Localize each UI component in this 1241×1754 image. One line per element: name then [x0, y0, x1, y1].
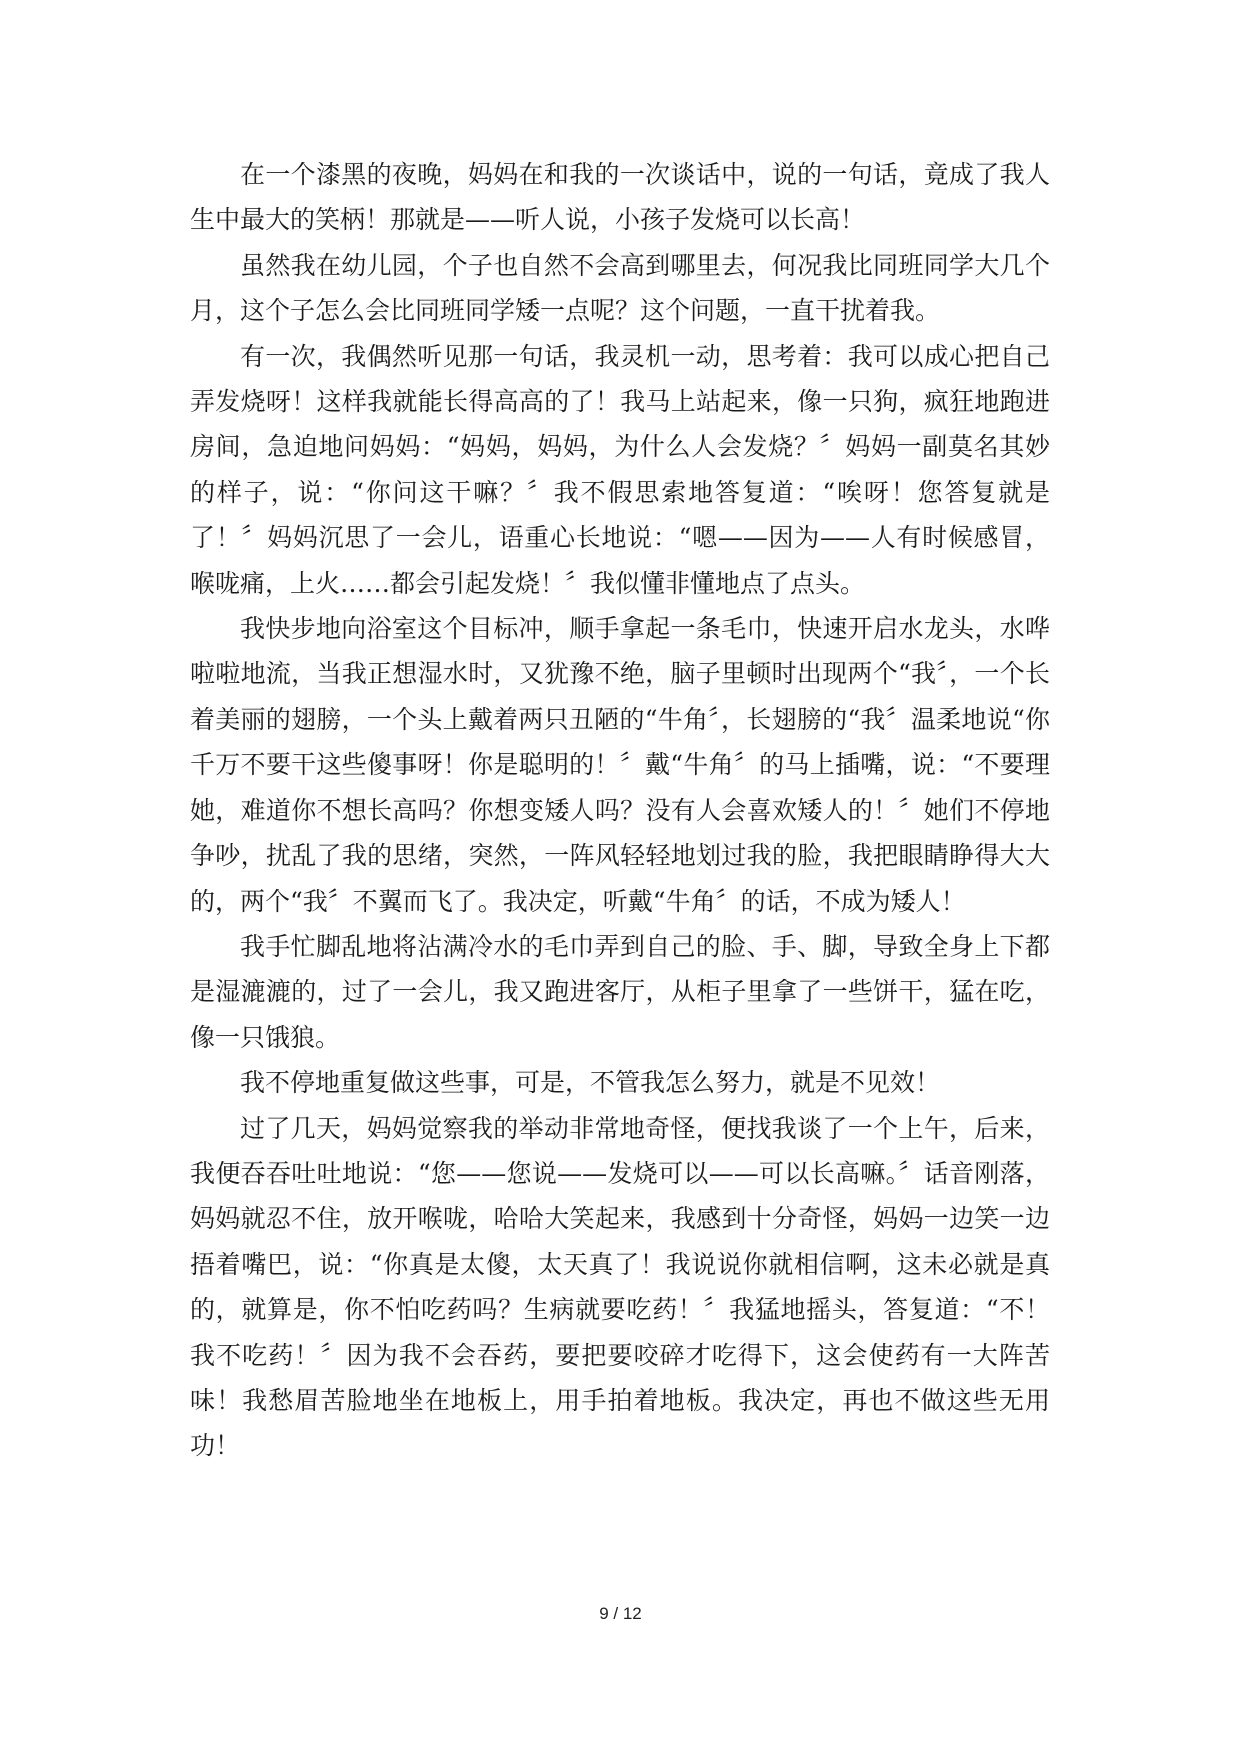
document-body: [190, 152, 1050, 1469]
paragraph: 我快步地向浴室这个目标冲，顺手拿起一条毛巾，快速开启水龙头，水哗啦啦地流，当我正想湿水时，又犹豫不绝，脑子里顿时出现两个“我〞，一个长着美丽的翅膀，一个头上戴着两只丑陋的“牛角〞，长翅膀的“我〞温柔地说“你千万不要干这些傻事呀！你是聪明的！〞戴“牛角〞的马上插嘴，说：“不要理她，难道你不想长高吗？你想变矮人吗？没有人会喜欢矮人的！〞她们不停地争吵，扰乱了我的思绪，突然，一阵风轻轻地划过我的脸，我把眼睛睁得大大的，两个“我〞不翼而飞了。我决定，听戴“牛角〞的话，不成为矮人！: [190, 614, 1050, 916]
page-number: 9 / 12: [599, 1604, 642, 1623]
paragraph: 虽然我在幼儿园，个子也自然不会高到哪里去，何况我比同班同学大几个月，这个子怎么会比同班同学矮一点呢？这个问题，一直干扰着我。: [190, 250, 1050, 326]
paragraph: 过了几天，妈妈觉察我的举动非常地奇怪，便找我谈了一个上午，后来，我便吞吞吐吐地说：“您——您说——发烧可以——可以长高嘛。〞话音刚落，妈妈就忍不住，放开喉咙，哈哈大笑起来，我感到十分奇怪，妈妈一边笑一边捂着嘴巴，说：“你真是太傻，太天真了！我说说你就相信啊，这未必就是真的，就算是，你不怕吃药吗？生病就要吃药！〞我猛地摇头，答复道：“不！我不吃药！〞因为我不会吞药，要把要咬碎才吃得下，这会使药有一大阵苦味！我愁眉苦脸地坐在地板上，用手拍着地板。我决定，再也不做这些无用功！: [190, 1113, 1050, 1461]
paragraph: 我手忙脚乱地将沾满冷水的毛巾弄到自己的脸、手、脚，导致全身上下都是湿漉漉的，过了一会儿，我又跑进客厅，从柜子里拿了一些饼干，猛在吃，像一只饿狼。: [190, 931, 1050, 1052]
paragraph: 在一个漆黑的夜晚，妈妈在和我的一次谈话中，说的一句话，竟成了我人生中最大的笑柄！那就是——听人说，小孩子发烧可以长高！: [190, 160, 1050, 235]
paragraph: 有一次，我偶然听见那一句话，我灵机一动，思考着：我可以成心把自己弄发烧呀！这样我就能长得高高的了！我马上站起来，像一只狗，疯狂地跑进房间，急迫地问妈妈：“妈妈，妈妈，为什么人会发烧？〞妈妈一副莫名其妙的样子，说：“你问这干嘛？〞我不假思索地答复道：“唉呀！您答复就是了！〞妈妈沉思了一会儿，语重心长地说：“嗯——因为——人有时候感冒，喉咙痛，上火……都会引起发烧！〞我似懂非懂地点了点头。: [190, 341, 1050, 598]
paragraph: 我不停地重复做这些事，可是，不管我怎么努力，就是不见效！: [240, 1068, 941, 1098]
